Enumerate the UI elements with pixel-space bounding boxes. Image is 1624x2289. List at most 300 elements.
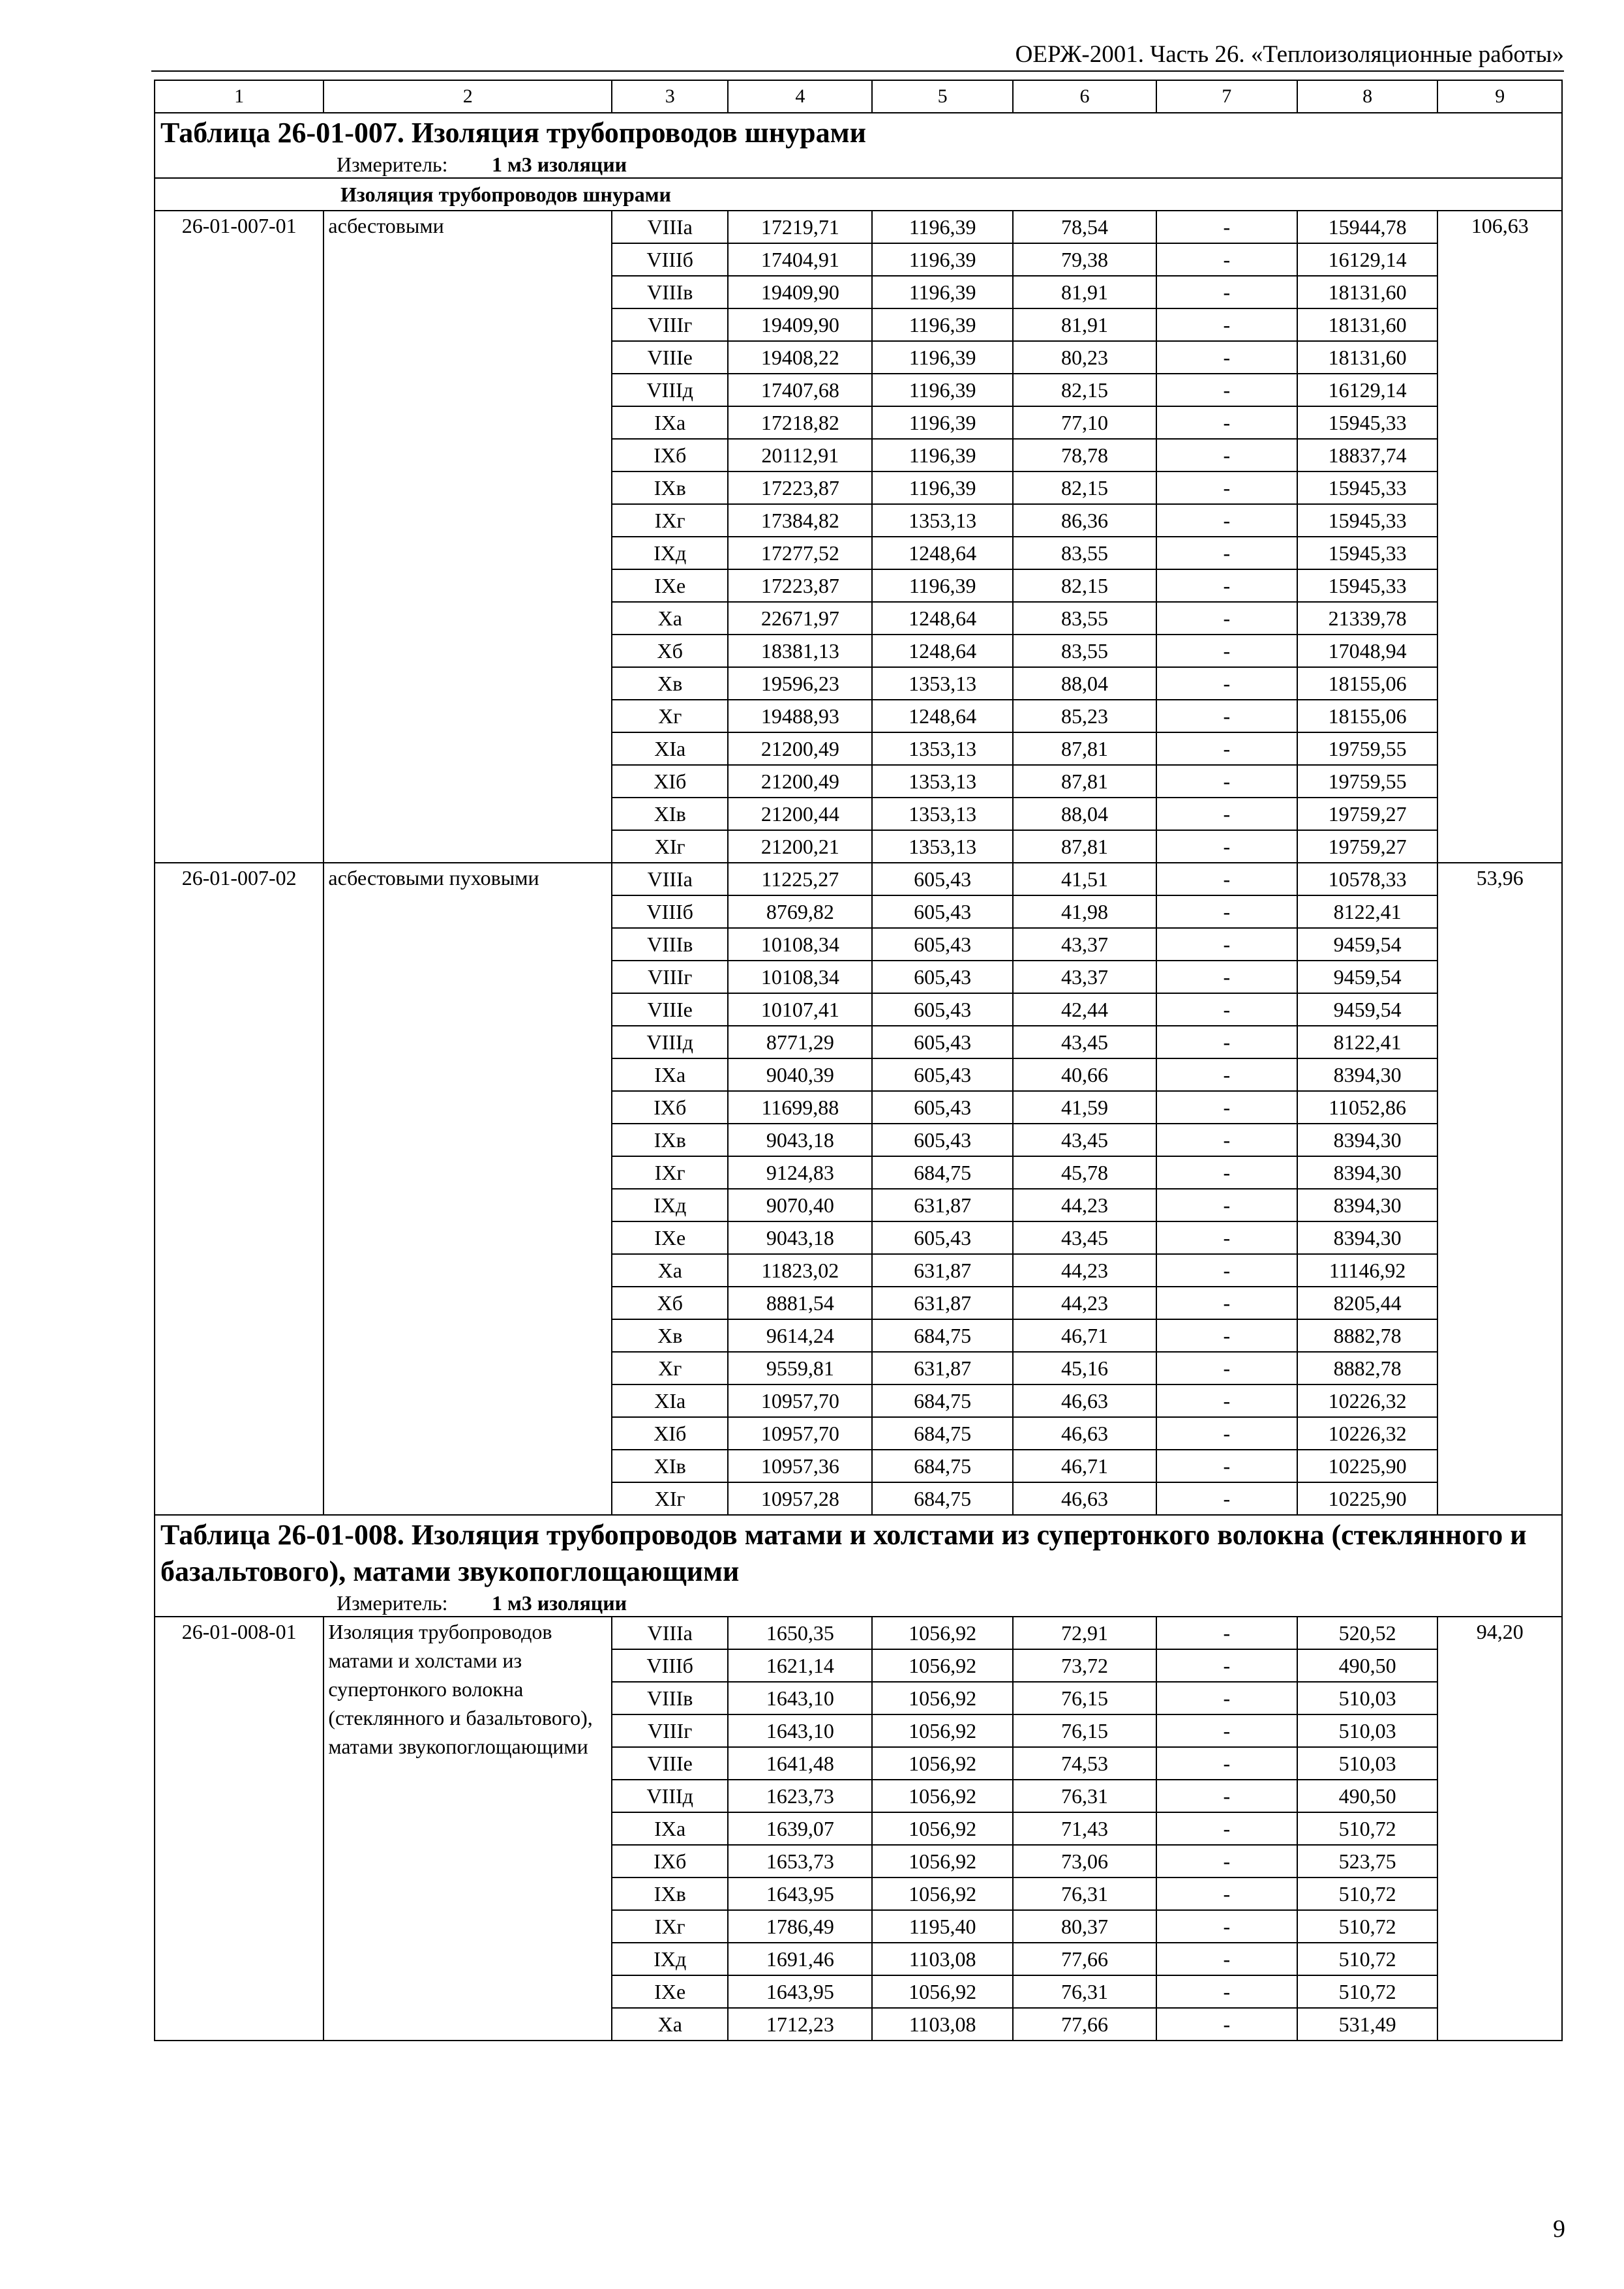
labor-cost: 1196,39 xyxy=(872,308,1013,341)
total-cost: 10108,34 xyxy=(728,928,872,961)
labor-cost: 1195,40 xyxy=(872,1910,1013,1943)
machine-cost: 46,63 xyxy=(1013,1482,1156,1515)
table-row xyxy=(155,863,1562,895)
total-cost: 1643,10 xyxy=(728,1682,872,1714)
machine-cost: 77,66 xyxy=(1013,1943,1156,1975)
operator-wage: - xyxy=(1156,341,1297,374)
total-cost: 8881,54 xyxy=(728,1287,872,1319)
labor-cost: 1353,13 xyxy=(872,798,1013,830)
material-cost: 490,50 xyxy=(1297,1649,1438,1682)
total-cost: 1650,35 xyxy=(728,1617,872,1649)
operator-wage: - xyxy=(1156,765,1297,798)
machine-cost: 45,78 xyxy=(1013,1156,1156,1189)
total-cost: 9614,24 xyxy=(728,1319,872,1352)
machine-cost: 85,23 xyxy=(1013,700,1156,732)
material-cost: 18131,60 xyxy=(1297,308,1438,341)
labor-cost: 1196,39 xyxy=(872,439,1013,471)
material-cost: 15944,78 xyxy=(1297,211,1438,243)
table-row xyxy=(155,1617,1562,1649)
total-cost: 1643,10 xyxy=(728,1714,872,1747)
meter-cell xyxy=(155,151,1562,178)
material-cost: 8394,30 xyxy=(1297,1058,1438,1091)
material-cost: 15945,33 xyxy=(1297,471,1438,504)
zone-class: IXе xyxy=(612,569,728,602)
total-cost: 21200,44 xyxy=(728,798,872,830)
running-header: ОЕРЖ-2001. Часть 26. «Теплоизоляционные работы» xyxy=(1015,41,1564,68)
zone-class: Xа xyxy=(612,2008,728,2041)
zone-class: XIв xyxy=(612,798,728,830)
operator-wage: - xyxy=(1156,1026,1297,1058)
machine-cost: 74,53 xyxy=(1013,1747,1156,1780)
total-cost: 17384,82 xyxy=(728,504,872,537)
material-cost: 18155,06 xyxy=(1297,667,1438,700)
material-cost: 21339,78 xyxy=(1297,602,1438,635)
total-cost: 10107,41 xyxy=(728,993,872,1026)
operator-wage: - xyxy=(1156,928,1297,961)
zone-class: Xб xyxy=(612,1287,728,1319)
labor-cost: 684,75 xyxy=(872,1450,1013,1482)
material-cost: 15945,33 xyxy=(1297,406,1438,439)
operator-wage: - xyxy=(1156,1747,1297,1780)
machine-cost: 41,51 xyxy=(1013,863,1156,895)
machine-cost: 87,81 xyxy=(1013,830,1156,863)
total-cost: 1712,23 xyxy=(728,2008,872,2041)
subheading: Изоляция трубопроводов шнурами xyxy=(340,183,671,206)
zone-class: IXв xyxy=(612,1124,728,1156)
operator-wage: - xyxy=(1156,1352,1297,1384)
operator-wage: - xyxy=(1156,1910,1297,1943)
total-cost: 21200,21 xyxy=(728,830,872,863)
material-cost: 15945,33 xyxy=(1297,569,1438,602)
labor-cost: 1056,92 xyxy=(872,1747,1013,1780)
labor-cost: 605,43 xyxy=(872,928,1013,961)
operator-wage: - xyxy=(1156,1482,1297,1515)
labor-cost: 1196,39 xyxy=(872,211,1013,243)
machine-cost: 78,54 xyxy=(1013,211,1156,243)
operator-wage: - xyxy=(1156,308,1297,341)
machine-cost: 81,91 xyxy=(1013,308,1156,341)
operator-wage: - xyxy=(1156,1058,1297,1091)
operator-wage: - xyxy=(1156,1189,1297,1221)
total-cost: 1691,46 xyxy=(728,1943,872,1975)
material-cost: 9459,54 xyxy=(1297,993,1438,1026)
zone-class: XIа xyxy=(612,1384,728,1417)
column-number-row xyxy=(155,80,1562,113)
machine-cost: 73,06 xyxy=(1013,1845,1156,1878)
zone-class: Xг xyxy=(612,1352,728,1384)
operator-wage: - xyxy=(1156,961,1297,993)
table-row xyxy=(155,211,1562,243)
labor-cost: 1248,64 xyxy=(872,635,1013,667)
material-cost: 8122,41 xyxy=(1297,895,1438,928)
machine-cost: 40,66 xyxy=(1013,1058,1156,1091)
operator-wage: - xyxy=(1156,504,1297,537)
zone-class: IXг xyxy=(612,1910,728,1943)
labor-cost: 631,87 xyxy=(872,1352,1013,1384)
machine-cost: 78,78 xyxy=(1013,439,1156,471)
machine-cost: 83,55 xyxy=(1013,635,1156,667)
labor-cost: 1353,13 xyxy=(872,732,1013,765)
total-cost: 17277,52 xyxy=(728,537,872,569)
table-title-row xyxy=(155,113,1562,151)
material-cost: 10225,90 xyxy=(1297,1482,1438,1515)
column-number: 4 xyxy=(728,80,872,113)
operator-wage: - xyxy=(1156,1682,1297,1714)
header-rule xyxy=(151,70,1564,72)
machine-cost: 76,31 xyxy=(1013,1878,1156,1910)
machine-cost: 76,31 xyxy=(1013,1975,1156,2008)
rates-table xyxy=(154,80,1563,2041)
machine-cost: 44,23 xyxy=(1013,1287,1156,1319)
meter-unit: 1 м3 изоляции xyxy=(492,1591,627,1615)
zone-class: VIIIв xyxy=(612,276,728,308)
machine-cost: 46,71 xyxy=(1013,1450,1156,1482)
table-title-row xyxy=(155,1515,1562,1590)
zone-class: XIа xyxy=(612,732,728,765)
machine-cost: 44,23 xyxy=(1013,1189,1156,1221)
total-cost: 9043,18 xyxy=(728,1124,872,1156)
zone-class: VIIIв xyxy=(612,928,728,961)
machine-cost: 87,81 xyxy=(1013,732,1156,765)
machine-cost: 80,37 xyxy=(1013,1910,1156,1943)
labor-cost: 1353,13 xyxy=(872,667,1013,700)
total-cost: 11699,88 xyxy=(728,1091,872,1124)
rate-name: асбестовыми xyxy=(323,211,612,863)
machine-cost: 87,81 xyxy=(1013,765,1156,798)
operator-wage: - xyxy=(1156,1221,1297,1254)
zone-class: IXа xyxy=(612,1812,728,1845)
operator-wage: - xyxy=(1156,1975,1297,2008)
zone-class: VIIIе xyxy=(612,341,728,374)
labor-cost: 1353,13 xyxy=(872,504,1013,537)
total-cost: 1786,49 xyxy=(728,1910,872,1943)
labor-cost: 1056,92 xyxy=(872,1714,1013,1747)
column-number: 3 xyxy=(612,80,728,113)
operator-wage: - xyxy=(1156,1943,1297,1975)
labor-cost: 1196,39 xyxy=(872,406,1013,439)
total-cost: 1623,73 xyxy=(728,1780,872,1812)
operator-wage: - xyxy=(1156,537,1297,569)
zone-class: Xв xyxy=(612,1319,728,1352)
operator-wage: - xyxy=(1156,211,1297,243)
material-cost: 19759,55 xyxy=(1297,732,1438,765)
total-cost: 17219,71 xyxy=(728,211,872,243)
operator-wage: - xyxy=(1156,993,1297,1026)
total-cost: 10108,34 xyxy=(728,961,872,993)
machine-cost: 76,31 xyxy=(1013,1780,1156,1812)
labor-cost: 1353,13 xyxy=(872,765,1013,798)
zone-class: VIIIб xyxy=(612,1649,728,1682)
meter-label: Измеритель: xyxy=(337,1591,448,1615)
operator-wage: - xyxy=(1156,471,1297,504)
machine-cost: 88,04 xyxy=(1013,667,1156,700)
labor-cost: 1103,08 xyxy=(872,2008,1013,2041)
material-cost: 510,03 xyxy=(1297,1682,1438,1714)
operator-wage: - xyxy=(1156,374,1297,406)
column-number: 2 xyxy=(323,80,612,113)
labor-cost: 684,75 xyxy=(872,1156,1013,1189)
zone-class: IXе xyxy=(612,1975,728,2008)
page-number: 9 xyxy=(1553,2215,1565,2243)
machine-cost: 46,63 xyxy=(1013,1384,1156,1417)
total-cost: 17218,82 xyxy=(728,406,872,439)
labor-cost: 684,75 xyxy=(872,1417,1013,1450)
operator-wage: - xyxy=(1156,1287,1297,1319)
material-cost: 490,50 xyxy=(1297,1780,1438,1812)
meter-row xyxy=(155,1590,1562,1617)
labor-cost: 1103,08 xyxy=(872,1943,1013,1975)
machine-cost: 71,43 xyxy=(1013,1812,1156,1845)
machine-cost: 86,36 xyxy=(1013,504,1156,537)
total-cost: 9040,39 xyxy=(728,1058,872,1091)
machine-cost: 77,66 xyxy=(1013,2008,1156,2041)
operator-wage: - xyxy=(1156,1845,1297,1878)
zone-class: VIIIд xyxy=(612,1780,728,1812)
total-cost: 18381,13 xyxy=(728,635,872,667)
labor-cost: 1056,92 xyxy=(872,1878,1013,1910)
zone-class: IXд xyxy=(612,537,728,569)
total-cost: 9070,40 xyxy=(728,1189,872,1221)
operator-wage: - xyxy=(1156,2008,1297,2041)
operator-wage: - xyxy=(1156,895,1297,928)
zone-class: VIIIв xyxy=(612,1682,728,1714)
zone-class: IXд xyxy=(612,1189,728,1221)
machine-cost: 77,10 xyxy=(1013,406,1156,439)
labor-cost: 1248,64 xyxy=(872,700,1013,732)
material-cost: 510,03 xyxy=(1297,1714,1438,1747)
machine-cost: 81,91 xyxy=(1013,276,1156,308)
rate-code: 26-01-008-01 xyxy=(155,1617,323,2041)
material-cost: 8122,41 xyxy=(1297,1026,1438,1058)
labor-cost: 605,43 xyxy=(872,1124,1013,1156)
total-cost: 10957,28 xyxy=(728,1482,872,1515)
subheading-cell xyxy=(155,178,1562,211)
zone-class: VIIIб xyxy=(612,895,728,928)
machine-cost: 82,15 xyxy=(1013,374,1156,406)
labor-cost: 631,87 xyxy=(872,1254,1013,1287)
column-number: 9 xyxy=(1437,80,1562,113)
material-cost: 510,72 xyxy=(1297,1943,1438,1975)
total-cost: 19596,23 xyxy=(728,667,872,700)
labor-cost: 1248,64 xyxy=(872,602,1013,635)
machine-cost: 76,15 xyxy=(1013,1682,1156,1714)
operator-wage: - xyxy=(1156,602,1297,635)
total-cost: 10957,36 xyxy=(728,1450,872,1482)
material-cost: 10225,90 xyxy=(1297,1450,1438,1482)
labor-cost: 1196,39 xyxy=(872,341,1013,374)
material-cost: 9459,54 xyxy=(1297,928,1438,961)
zone-class: IXг xyxy=(612,504,728,537)
machine-cost: 43,37 xyxy=(1013,961,1156,993)
rate-code: 26-01-007-02 xyxy=(155,863,323,1515)
labor-cost: 1056,92 xyxy=(872,1845,1013,1878)
material-cost: 18837,74 xyxy=(1297,439,1438,471)
zone-class: XIб xyxy=(612,765,728,798)
zone-class: XIв xyxy=(612,1450,728,1482)
total-cost: 8769,82 xyxy=(728,895,872,928)
column-number: 8 xyxy=(1297,80,1438,113)
total-cost: 9124,83 xyxy=(728,1156,872,1189)
labor-cost: 631,87 xyxy=(872,1287,1013,1319)
rate-name: асбестовыми пуховыми xyxy=(323,863,612,1515)
labor-cost: 1196,39 xyxy=(872,276,1013,308)
total-cost: 17404,91 xyxy=(728,243,872,276)
machine-cost: 83,55 xyxy=(1013,602,1156,635)
meter-unit: 1 м3 изоляции xyxy=(492,153,627,176)
zone-class: VIIIд xyxy=(612,374,728,406)
material-cost: 11146,92 xyxy=(1297,1254,1438,1287)
total-cost: 17223,87 xyxy=(728,471,872,504)
labor-hours: 94,20 xyxy=(1437,1617,1562,2041)
zone-class: VIIIг xyxy=(612,1714,728,1747)
machine-cost: 46,71 xyxy=(1013,1319,1156,1352)
labor-cost: 1248,64 xyxy=(872,537,1013,569)
zone-class: IXа xyxy=(612,406,728,439)
total-cost: 20112,91 xyxy=(728,439,872,471)
zone-class: VIIIг xyxy=(612,961,728,993)
material-cost: 9459,54 xyxy=(1297,961,1438,993)
labor-cost: 605,43 xyxy=(872,961,1013,993)
material-cost: 8394,30 xyxy=(1297,1221,1438,1254)
total-cost: 17407,68 xyxy=(728,374,872,406)
total-cost: 10957,70 xyxy=(728,1384,872,1417)
operator-wage: - xyxy=(1156,1091,1297,1124)
operator-wage: - xyxy=(1156,569,1297,602)
machine-cost: 45,16 xyxy=(1013,1352,1156,1384)
total-cost: 1653,73 xyxy=(728,1845,872,1878)
operator-wage: - xyxy=(1156,439,1297,471)
operator-wage: - xyxy=(1156,1878,1297,1910)
machine-cost: 43,37 xyxy=(1013,928,1156,961)
machine-cost: 41,98 xyxy=(1013,895,1156,928)
total-cost: 21200,49 xyxy=(728,765,872,798)
material-cost: 18155,06 xyxy=(1297,700,1438,732)
total-cost: 21200,49 xyxy=(728,732,872,765)
material-cost: 8394,30 xyxy=(1297,1189,1438,1221)
material-cost: 10578,33 xyxy=(1297,863,1438,895)
column-number: 7 xyxy=(1156,80,1297,113)
total-cost: 1639,07 xyxy=(728,1812,872,1845)
operator-wage: - xyxy=(1156,863,1297,895)
operator-wage: - xyxy=(1156,1319,1297,1352)
labor-cost: 1056,92 xyxy=(872,1812,1013,1845)
material-cost: 8882,78 xyxy=(1297,1352,1438,1384)
operator-wage: - xyxy=(1156,830,1297,863)
operator-wage: - xyxy=(1156,1617,1297,1649)
zone-class: Xв xyxy=(612,667,728,700)
meter-label: Измеритель: xyxy=(337,153,448,176)
machine-cost: 43,45 xyxy=(1013,1026,1156,1058)
total-cost: 9559,81 xyxy=(728,1352,872,1384)
material-cost: 510,03 xyxy=(1297,1747,1438,1780)
zone-class: VIIIб xyxy=(612,243,728,276)
zone-class: VIIIа xyxy=(612,863,728,895)
zone-class: XIг xyxy=(612,830,728,863)
zone-class: IXб xyxy=(612,439,728,471)
material-cost: 15945,33 xyxy=(1297,537,1438,569)
machine-cost: 80,23 xyxy=(1013,341,1156,374)
material-cost: 523,75 xyxy=(1297,1845,1438,1878)
machine-cost: 42,44 xyxy=(1013,993,1156,1026)
material-cost: 18131,60 xyxy=(1297,341,1438,374)
labor-cost: 1353,13 xyxy=(872,830,1013,863)
zone-class: VIIIа xyxy=(612,1617,728,1649)
machine-cost: 82,15 xyxy=(1013,471,1156,504)
material-cost: 18131,60 xyxy=(1297,276,1438,308)
labor-cost: 1056,92 xyxy=(872,1617,1013,1649)
machine-cost: 88,04 xyxy=(1013,798,1156,830)
operator-wage: - xyxy=(1156,1254,1297,1287)
material-cost: 17048,94 xyxy=(1297,635,1438,667)
total-cost: 1641,48 xyxy=(728,1747,872,1780)
machine-cost: 83,55 xyxy=(1013,537,1156,569)
machine-cost: 41,59 xyxy=(1013,1091,1156,1124)
labor-cost: 605,43 xyxy=(872,993,1013,1026)
machine-cost: 76,15 xyxy=(1013,1714,1156,1747)
material-cost: 11052,86 xyxy=(1297,1091,1438,1124)
labor-cost: 605,43 xyxy=(872,895,1013,928)
labor-cost: 605,43 xyxy=(872,1058,1013,1091)
zone-class: IXв xyxy=(612,471,728,504)
labor-cost: 605,43 xyxy=(872,1026,1013,1058)
material-cost: 10226,32 xyxy=(1297,1384,1438,1417)
operator-wage: - xyxy=(1156,667,1297,700)
machine-cost: 72,91 xyxy=(1013,1617,1156,1649)
zone-class: IXг xyxy=(612,1156,728,1189)
table-title: Таблица 26-01-008. Изоляция трубопроводов матами и холстами из супертонкого волокна (стеклянного и базальтового), матами звукопоглощающими xyxy=(155,1515,1562,1590)
zone-class: Xг xyxy=(612,700,728,732)
total-cost: 19408,22 xyxy=(728,341,872,374)
operator-wage: - xyxy=(1156,1156,1297,1189)
zone-class: IXб xyxy=(612,1845,728,1878)
labor-cost: 1196,39 xyxy=(872,471,1013,504)
labor-cost: 1056,92 xyxy=(872,1682,1013,1714)
labor-cost: 631,87 xyxy=(872,1189,1013,1221)
material-cost: 510,72 xyxy=(1297,1878,1438,1910)
material-cost: 19759,55 xyxy=(1297,765,1438,798)
column-number: 1 xyxy=(155,80,323,113)
material-cost: 15945,33 xyxy=(1297,504,1438,537)
operator-wage: - xyxy=(1156,1780,1297,1812)
operator-wage: - xyxy=(1156,1812,1297,1845)
material-cost: 8394,30 xyxy=(1297,1124,1438,1156)
material-cost: 10226,32 xyxy=(1297,1417,1438,1450)
column-number: 5 xyxy=(872,80,1013,113)
rate-code: 26-01-007-01 xyxy=(155,211,323,863)
zone-class: VIIIа xyxy=(612,211,728,243)
operator-wage: - xyxy=(1156,276,1297,308)
material-cost: 510,72 xyxy=(1297,1975,1438,2008)
total-cost: 1621,14 xyxy=(728,1649,872,1682)
total-cost: 8771,29 xyxy=(728,1026,872,1058)
operator-wage: - xyxy=(1156,1649,1297,1682)
material-cost: 8205,44 xyxy=(1297,1287,1438,1319)
labor-cost: 684,75 xyxy=(872,1384,1013,1417)
labor-cost: 1196,39 xyxy=(872,243,1013,276)
meter-row xyxy=(155,151,1562,178)
total-cost: 1643,95 xyxy=(728,1878,872,1910)
operator-wage: - xyxy=(1156,700,1297,732)
total-cost: 22671,97 xyxy=(728,602,872,635)
labor-cost: 1056,92 xyxy=(872,1649,1013,1682)
material-cost: 510,72 xyxy=(1297,1910,1438,1943)
zone-class: XIб xyxy=(612,1417,728,1450)
zone-class: Xа xyxy=(612,1254,728,1287)
zone-class: IXб xyxy=(612,1091,728,1124)
zone-class: Xа xyxy=(612,602,728,635)
total-cost: 17223,87 xyxy=(728,569,872,602)
labor-cost: 1196,39 xyxy=(872,569,1013,602)
